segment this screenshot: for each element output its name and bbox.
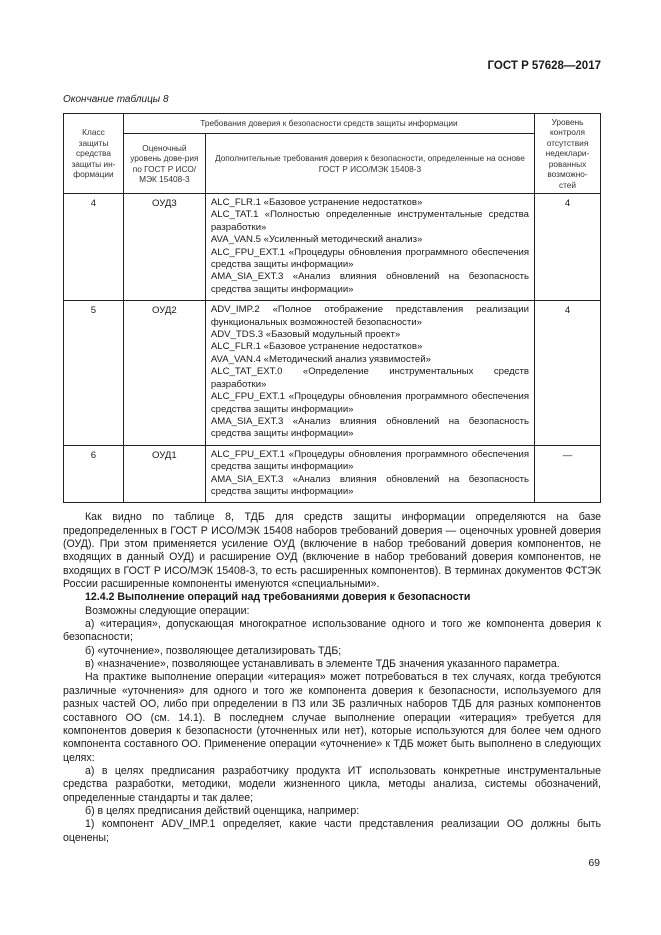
paragraph: а) в целях предписания разработчику продукта ИТ использовать конкретные инструментальные средства разработки, методики, модели жизненного цикла, методы анализа, системы обозначений, определенные стандарты и так далее; xyxy=(63,764,601,804)
cell-oud: ОУД3 xyxy=(123,194,205,301)
paragraph: б) «уточнение», позволяющее детализировать ТДБ; xyxy=(85,644,342,657)
paragraph: 1) компонент ADV_IMP.1 определяет, какие части представления реализации ОО должны быть оценены; xyxy=(63,818,601,844)
cell-class: 5 xyxy=(64,301,124,445)
cell-class: 6 xyxy=(64,445,124,503)
cell-level: — xyxy=(535,445,601,503)
paragraph: На практике выполнение операции «итерация» может потребоваться в тех случаях, когда требуются различные «уточнения» для одного и того же компонента доверия к безопасности, используемого для разных частей ОО, либо при определении в ПЗ или ЗБ различных наборов ТДБ для разных компонентов составного ОО (см. 14.1). В последнем случае выполнение операции «итерация» требуется для компонентов доверия к безопасности (уточненных или нет), которые используются для более чем одного компонента составного ОО. Применение операции «уточнение» к ТДБ может быть выполнено в следующих целях: xyxy=(63,671,601,764)
requirement-item: AMA_SIA_EXT.3 «Анализ влияния обновлений на безопасность средства защиты информации» xyxy=(210,473,530,497)
cell-oud: ОУД1 xyxy=(123,445,205,503)
cell-class: 4 xyxy=(64,194,124,301)
requirement-item: ALC_FLR.1 «Базовое устранение недостатков» xyxy=(210,341,423,353)
paragraph: Возможны следующие операции: xyxy=(85,604,250,617)
paragraph: в) «назначение», позволяющее устанавливать в элементе ТДБ значения указанного параметра. xyxy=(85,658,560,671)
requirement-item: AMA_SIA_EXT.3 «Анализ влияния обновлений на безопасность средства защиты информации» xyxy=(210,415,530,440)
requirement-item: AVA_VAN.5 «Усиленный методический анализ» xyxy=(210,234,423,246)
page-number: 69 xyxy=(588,856,600,869)
requirement-item: ALC_TAT_EXT.0 «Определение инструментальных средств разработки» xyxy=(210,366,530,390)
header-class: Класс защиты средства защиты ин-формации xyxy=(64,114,124,194)
table-row xyxy=(64,301,601,445)
requirement-item: ALC_FLR.1 «Базовое устранение недостатков» xyxy=(210,197,423,208)
cell-oud: ОУД2 xyxy=(123,301,205,445)
requirement-item: ADV_IMP.2 «Полное отображение представления реализации функциональных возможностей безопасности» xyxy=(210,304,530,328)
cell-requirements xyxy=(205,445,534,503)
body-text xyxy=(63,511,601,845)
page-content xyxy=(63,113,601,870)
requirement-item: ADV_TDS.3 «Базовый модульный проект» xyxy=(210,329,401,341)
document-header: ГОСТ Р 57628—2017 xyxy=(487,60,601,72)
requirement-item: ALC_FPU_EXT.1 «Процедуры обновления программного обеспечения средства защиты информации» xyxy=(210,246,530,271)
requirement-item: ALC_FPU_EXT.1 «Процедуры обновления программного обеспечения средства защиты информации» xyxy=(210,391,530,415)
table-row xyxy=(64,194,601,301)
paragraph: а) «итерация», допускающая многократное использование одного и того же компонента доверия к безопасности; xyxy=(63,618,601,644)
cell-level: 4 xyxy=(535,301,601,445)
cell-requirements xyxy=(205,301,534,445)
section-heading: 12.4.2 Выполнение операций над требованиями доверия к безопасности xyxy=(85,591,471,604)
paragraph: Как видно по таблице 8, ТДБ для средств защиты информации определяются на базе предопределенных в ГОСТ Р ИСО/МЭК 15408 наборов требований доверия — оценочных уровней доверия (ОУД). При этом применяется усиление ОУД (включение в набор требований доверия компонентов, не входящих в данный ОУД) и расширение ОУД (включение в набор требований доверия компонентов, не входящих в ГОСТ Р ИСО/МЭК 15408-3, то есть расширенных компонентов). В терминах документов ФСТЭК России расширенные компоненты именуются «специальными». xyxy=(63,511,601,591)
requirement-item: AVA_VAN.4 «Методический анализ уязвимостей» xyxy=(210,353,431,365)
table-caption: Окончание таблицы 8 xyxy=(63,94,169,105)
requirement-item: ALC_FPU_EXT.1 «Процедуры обновления программного обеспечения средства защиты информации» xyxy=(210,448,530,473)
header-group: Требования доверия к безопасности средств защиты информации xyxy=(123,114,534,134)
header-additional: Дополнительные требования доверия к безопасности, определенные на основе ГОСТ Р ИСО/МЭК 15408-3 xyxy=(205,134,534,194)
header-level: Уровень контроля отсутствия недеклари-рованных возможно-стей xyxy=(535,114,601,194)
cell-level: 4 xyxy=(535,194,601,301)
requirement-item: ALC_TAT.1 «Полностью определенные инструментальные средства разработки» xyxy=(210,209,530,233)
paragraph: б) в целях предписания действий оценщика, например: xyxy=(85,804,360,817)
header-oud: Оценочный уровень дове-рия по ГОСТ Р ИСО/МЭК 15408-3 xyxy=(123,134,205,194)
requirement-item: AMA_SIA_EXT.3 «Анализ влияния обновлений на безопасность средства защиты информации» xyxy=(210,271,530,295)
cell-requirements xyxy=(205,194,534,301)
table-row xyxy=(64,445,601,503)
assurance-table xyxy=(63,113,601,503)
